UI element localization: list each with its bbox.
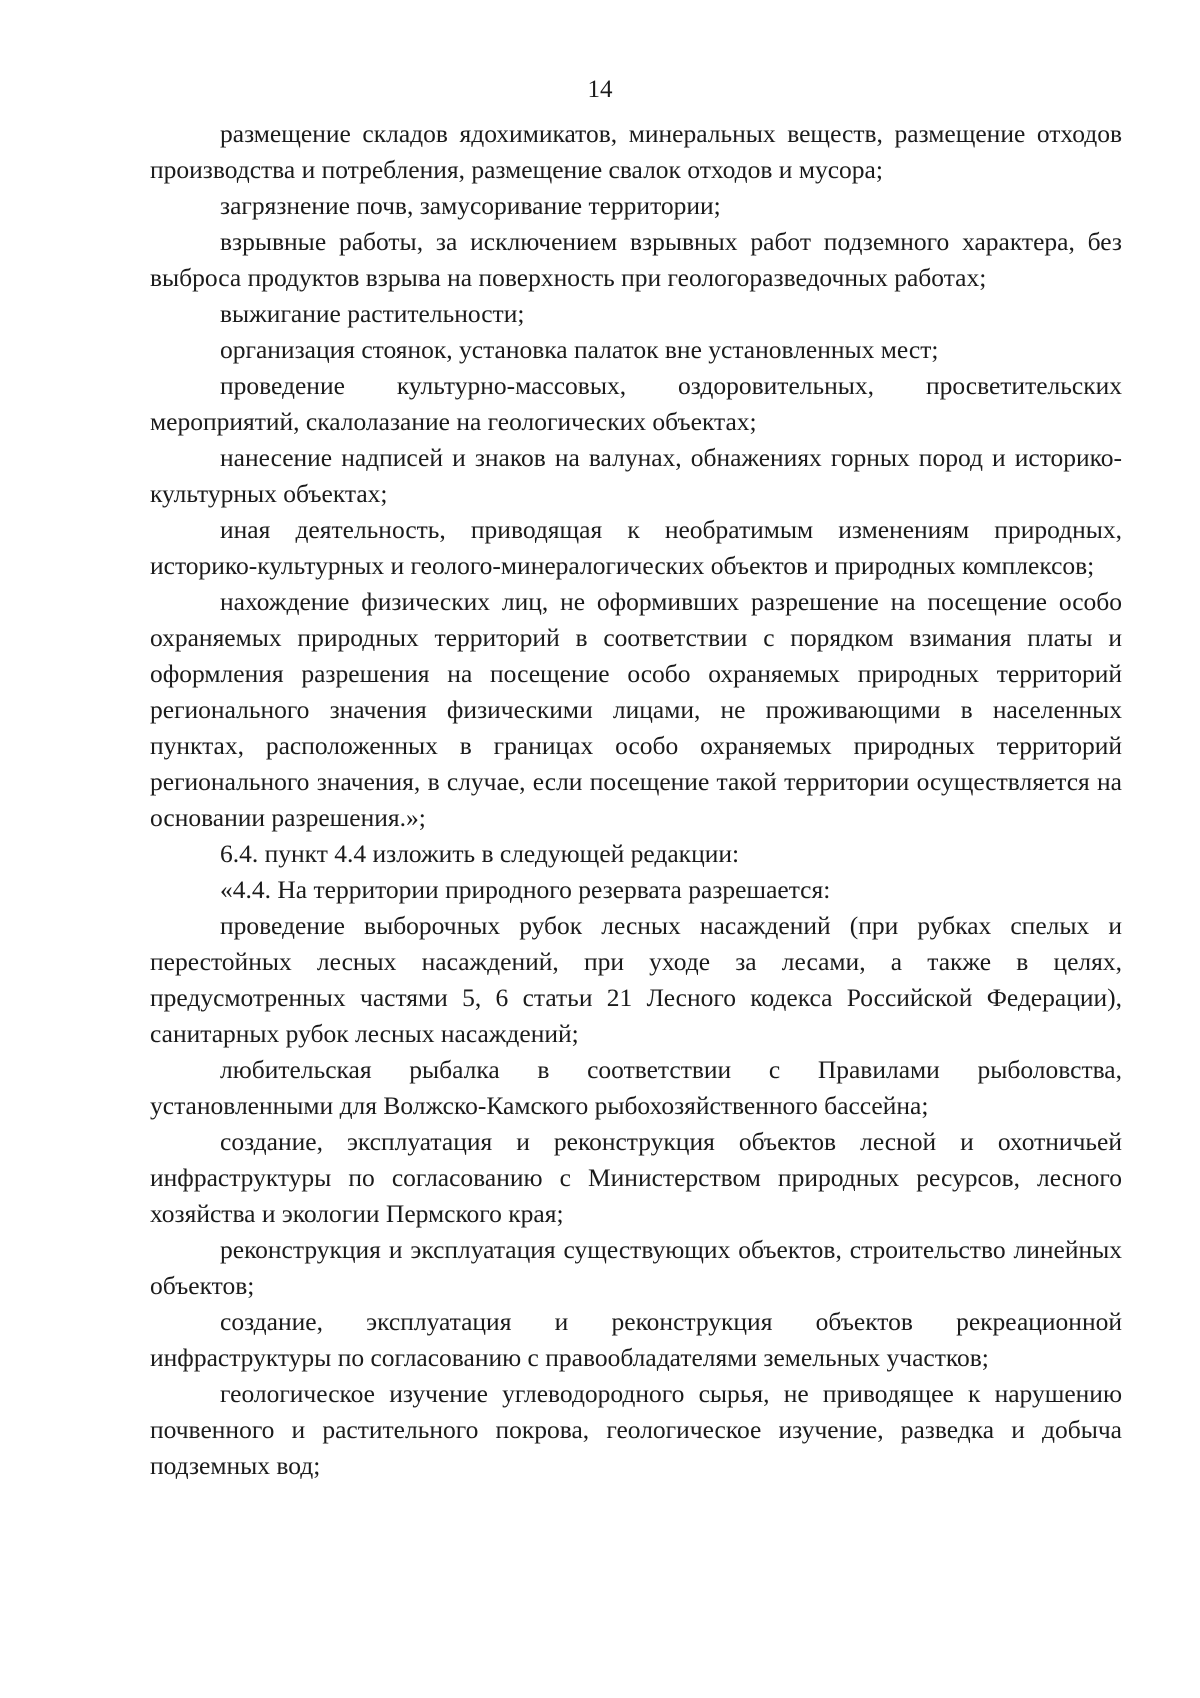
paragraph-camping: организация стоянок, установка палаток вне установленных мест; [220,335,939,364]
paragraph-inscriptions: нанесение надписей и знаков на валунах, обнажениях горных пород и историко-культурных объектах; [150,443,1122,508]
paragraph-blasting-works: взрывные работы, за исключением взрывных работ подземного характера, без выброса продуктов взрыва на поверхность при геологоразведочных работах; [150,227,1122,292]
paragraph-selective-felling: проведение выборочных рубок лесных насаждений (при рубках спелых и перестойных лесных насаждений, при уходе за лесами, а также в целях, предусмотренных частями 5, 6 статьи 21 Лесного кодекса Российской Федерации), санитарных рубок лесных насаждений; [150,911,1122,1048]
paragraph-storage-placement: размещение складов ядохимикатов, минеральных веществ, размещение отходов производства и потребления, размещение свалок отходов и мусора; [150,119,1122,184]
paragraph-burning-vegetation: выжигание растительности; [220,299,525,328]
paragraph-soil-pollution: загрязнение почв, замусоривание территории; [220,191,721,220]
paragraph-geological-study: геологическое изучение углеводородного сырья, не приводящее к нарушению почвенного и растительного покрова, геологическое изучение, разведка и добыча подземных вод; [150,1379,1122,1480]
paragraph-other-activity: иная деятельность, приводящая к необратимым изменениям природных, историко-культурных и геолого-минералогических объектов и природных комплексов; [150,515,1122,580]
paragraph-visit-permits: нахождение физических лиц, не оформивших разрешение на посещение особо охраняемых природных территорий в соответствии с порядком взимания платы и оформления разрешения на посещение особо охраняемых природных территорий регионального значения физическими лицами, не проживающими в населенных пунктах, расположенных в границах особо охраняемых природных территорий регионального значения, в случае, если посещение такой территории осуществляется на основании разрешения.»; [150,587,1122,832]
page-number: 14 [587,76,613,103]
paragraph-fishing: любительская рыбалка в соответствии с Правилами рыболовства, установленными для Волжско-Камского рыбохозяйственного бассейна; [150,1055,1122,1120]
document-body [150,116,1122,1484]
paragraph-clause-4-4: «4.4. На территории природного резервата разрешается: [220,875,831,904]
paragraph-forest-infrastructure: создание, эксплуатация и реконструкция объектов лесной и охотничьей инфраструктуры по согласованию с Министерством природных ресурсов, лесного хозяйства и экологии Пермского края; [150,1127,1122,1228]
paragraph-mass-events: проведение культурно-массовых, оздоровительных, просветительских мероприятий, скалолазание на геологических объектах; [150,371,1122,436]
paragraph-amendment-6-4: 6.4. пункт 4.4 изложить в следующей редакции: [220,839,740,868]
paragraph-linear-objects: реконструкция и эксплуатация существующих объектов, строительство линейных объектов; [150,1235,1122,1300]
paragraph-recreational-infrastructure: создание, эксплуатация и реконструкция объектов рекреационной инфраструктуры по согласованию с правообладателями земельных участков; [150,1307,1122,1372]
